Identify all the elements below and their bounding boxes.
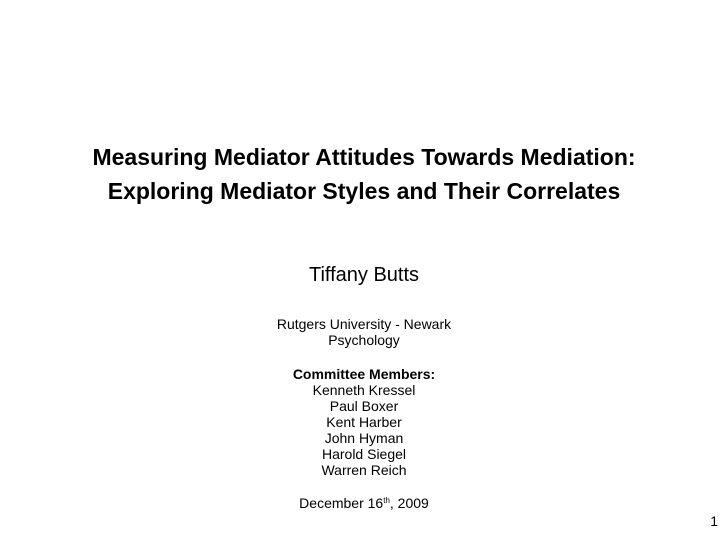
date-ordinal: th <box>383 496 390 505</box>
title-line-1: Measuring Mediator Attitudes Towards Mediation: <box>92 144 636 170</box>
affiliation-department: Psychology <box>328 332 400 348</box>
page-number: 1 <box>710 513 718 529</box>
title-line-2: Exploring Mediator Styles and Their Correlates <box>107 178 621 204</box>
committee-list <box>0 366 728 478</box>
committee-member: John Hyman <box>324 430 404 446</box>
committee-member: Paul Boxer <box>329 398 399 414</box>
slide-title <box>0 140 728 208</box>
affiliation-university: Rutgers University - Newark <box>276 316 452 332</box>
affiliation <box>0 316 728 348</box>
presentation-date <box>0 494 728 512</box>
date-prefix: December 16 <box>299 495 384 511</box>
committee-heading: Committee Members: <box>292 366 436 382</box>
committee-member: Harold Siegel <box>321 446 407 462</box>
committee-member: Warren Reich <box>321 462 407 478</box>
committee-member: Kenneth Kressel <box>312 382 416 398</box>
committee-member: Kent Harber <box>326 414 402 430</box>
date-suffix: , 2009 <box>389 495 429 511</box>
author-name: Tiffany Butts <box>308 264 420 286</box>
